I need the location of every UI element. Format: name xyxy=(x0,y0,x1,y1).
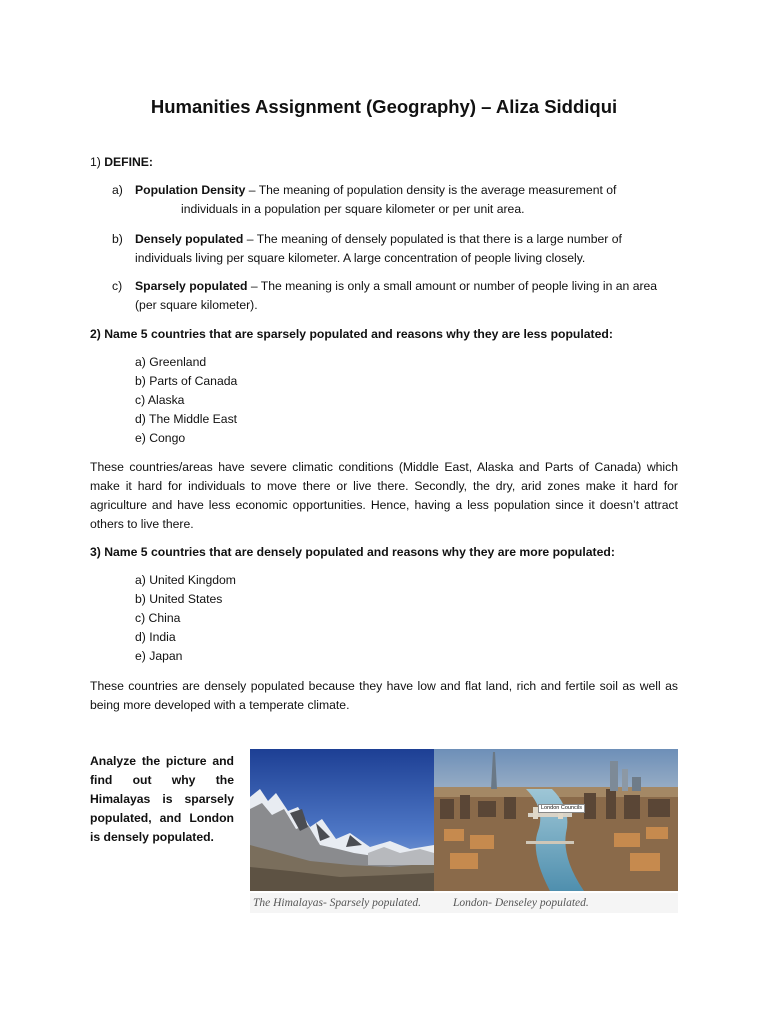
list-item: a) Greenland xyxy=(135,355,207,369)
list-item: a) United Kingdom xyxy=(135,573,236,587)
list-item: b) United States xyxy=(135,592,223,606)
sparse-country-list xyxy=(135,353,237,448)
himalayas-image xyxy=(250,749,434,891)
definition-text-line1: – The meaning of population density is the average measurement of xyxy=(245,183,617,197)
definition-text-line2: individuals in a population per square kilometer or per unit area. xyxy=(181,202,525,216)
definition-text-line2: individuals living per square kilometer. A large concentration of people living closely. xyxy=(135,251,586,265)
q1-number: 1) xyxy=(90,155,105,169)
london-photo xyxy=(434,749,678,891)
q1-heading-text: DEFINE: xyxy=(104,155,153,169)
q1-heading xyxy=(90,153,153,172)
q2-paragraph: These countries/areas have severe climatic conditions (Middle East, Alaska and Parts of Canada) which make it hard for individuals to move there or live there. Secondly, the dry, arid zones make it hard for agriculture and have less economic opportunities. Hence, having a less population since it doesn’t attract others to live there. xyxy=(90,460,678,531)
definition-term: Sparsely populated xyxy=(135,279,248,293)
dense-country-list xyxy=(135,571,236,666)
caption-himalayas: The Himalayas- Sparsely populated. xyxy=(253,897,422,909)
page-title: Humanities Assignment (Geography) – Aliza Siddiqui xyxy=(150,96,618,117)
q2-heading: 2) Name 5 countries that are sparsely populated and reasons why they are less populated: xyxy=(90,327,613,341)
list-item: c) China xyxy=(135,611,181,625)
q3-paragraph: These countries are densely populated because they have low and flat land, rich and fertile soil as well as being more developed with a temperate climate. xyxy=(90,679,678,712)
figure-caption xyxy=(250,893,678,913)
london-image xyxy=(434,749,678,891)
map-label: London Councils xyxy=(538,804,585,813)
definition-term: Population Density xyxy=(135,183,246,197)
q3-heading: 3) Name 5 countries that are densely populated and reasons why they are more populated: xyxy=(90,545,615,559)
definition-text-line1: – The meaning of densely populated is that there is a large number of xyxy=(243,232,622,246)
list-item: e) Japan xyxy=(135,649,183,663)
list-item: c) Alaska xyxy=(135,393,185,407)
himalayas-photo xyxy=(250,749,434,891)
list-item: e) Congo xyxy=(135,431,186,445)
list-item: d) The Middle East xyxy=(135,412,238,426)
analyze-prompt: Analyze the picture and find out why the Himalayas is sparsely populated, and London is densely populated. xyxy=(90,754,234,844)
list-item: b) Parts of Canada xyxy=(135,374,238,388)
definition-label: a) xyxy=(112,183,123,197)
definition-text-line2: (per square kilometer). xyxy=(135,298,258,312)
definition-text-line1: – The meaning is only a small amount or number of people living in an area xyxy=(247,279,658,293)
definition-label: c) xyxy=(112,279,123,293)
definition-term: Densely populated xyxy=(135,232,244,246)
caption-london: London- Denseley populated. xyxy=(453,897,589,909)
list-item: d) India xyxy=(135,630,176,644)
definition-label: b) xyxy=(112,232,123,246)
